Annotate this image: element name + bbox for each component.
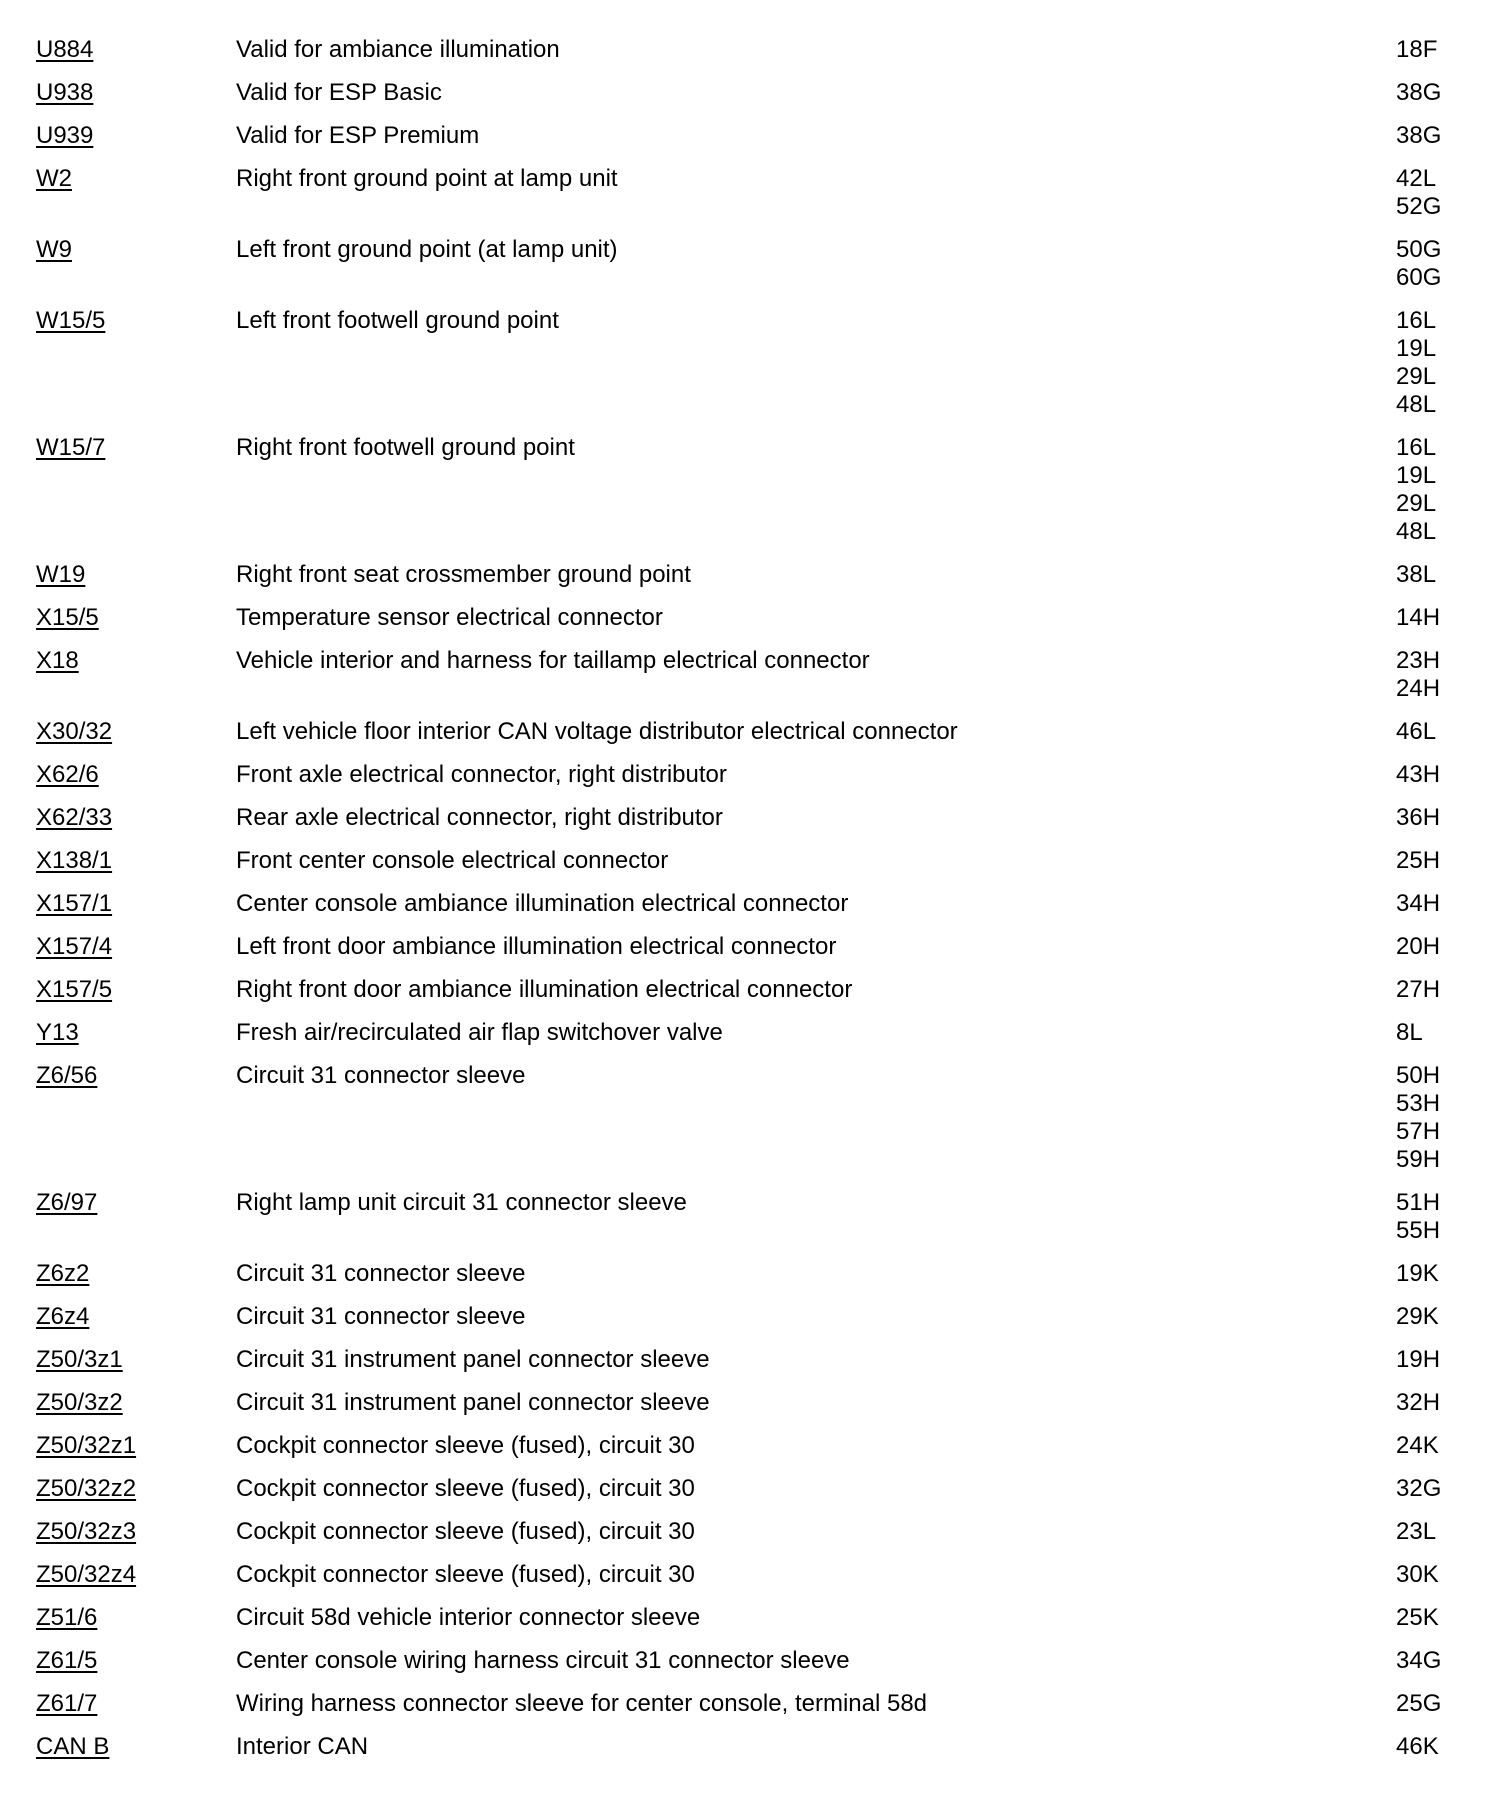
grid-location: 14H: [1396, 604, 1441, 631]
grid-location: 50H: [1396, 1062, 1441, 1089]
component-code-link[interactable]: X157/4: [36, 933, 113, 960]
legend-row: [0, 933, 1504, 961]
grid-location: 23L: [1396, 1518, 1437, 1545]
grid-location-list: [1396, 976, 1476, 1004]
grid-location: 42L: [1396, 165, 1437, 192]
grid-location: 38G: [1396, 122, 1442, 149]
component-description: Cockpit connector sleeve (fused), circuit 30: [236, 1432, 695, 1459]
component-description: Circuit 58d vehicle interior connector sleeve: [236, 1604, 701, 1631]
grid-location: 50G: [1396, 236, 1442, 263]
legend-row: [0, 1260, 1504, 1288]
component-code-link[interactable]: W2: [36, 165, 72, 192]
grid-location: 19L: [1396, 335, 1437, 362]
component-description: Temperature sensor electrical connector: [236, 604, 663, 631]
component-code-link[interactable]: W15/7: [36, 434, 106, 461]
component-code-link[interactable]: W15/5: [36, 307, 106, 334]
legend-row: [0, 236, 1504, 292]
grid-location-list: [1396, 1561, 1476, 1589]
component-description: Valid for ambiance illumination: [236, 36, 560, 63]
grid-location: 48L: [1396, 391, 1437, 418]
component-description: Interior CAN: [236, 1733, 369, 1760]
legend-row: [0, 1432, 1504, 1460]
grid-location-list: [1396, 761, 1476, 789]
grid-location: 32G: [1396, 1475, 1442, 1502]
legend-row: [0, 561, 1504, 589]
grid-location: 16L: [1396, 307, 1437, 334]
component-description: Vehicle interior and harness for taillamp electrical connector: [236, 647, 870, 674]
component-code-link[interactable]: X62/6: [36, 761, 99, 788]
component-description: Cockpit connector sleeve (fused), circuit 30: [236, 1518, 695, 1545]
component-description: Center console ambiance illumination electrical connector: [236, 890, 849, 917]
component-description: Circuit 31 connector sleeve: [236, 1062, 526, 1089]
component-description: Right lamp unit circuit 31 connector sleeve: [236, 1189, 687, 1216]
component-code-link[interactable]: Z50/3z2: [36, 1389, 123, 1416]
component-code-link[interactable]: Z50/32z2: [36, 1475, 137, 1502]
component-code-link[interactable]: X138/1: [36, 847, 113, 874]
legend-row: [0, 79, 1504, 107]
grid-location: 34H: [1396, 890, 1441, 917]
grid-location-list: [1396, 1518, 1476, 1546]
grid-location-list: [1396, 847, 1476, 875]
grid-location: 25K: [1396, 1604, 1439, 1631]
component-code-link[interactable]: Z50/32z4: [36, 1561, 137, 1588]
legend-row: [0, 1062, 1504, 1174]
grid-location: 25G: [1396, 1690, 1442, 1717]
grid-location: 8L: [1396, 1019, 1423, 1046]
legend-row: [0, 1518, 1504, 1546]
component-code-link[interactable]: Z6/97: [36, 1189, 98, 1216]
legend-row: [0, 976, 1504, 1004]
grid-location: 29L: [1396, 490, 1437, 517]
component-code-link[interactable]: X157/1: [36, 890, 113, 917]
grid-location: 25H: [1396, 847, 1441, 874]
component-code-link[interactable]: X18: [36, 647, 79, 674]
component-description: Center console wiring harness circuit 31 connector sleeve: [236, 1647, 850, 1674]
component-description: Fresh air/recirculated air flap switchover valve: [236, 1019, 723, 1046]
legend-row: [0, 434, 1504, 546]
legend-row: [0, 1690, 1504, 1718]
legend-row: [0, 1604, 1504, 1632]
legend-row: [0, 1733, 1504, 1761]
component-code-link[interactable]: X62/33: [36, 804, 113, 831]
grid-location-list: [1396, 890, 1476, 918]
grid-location-list: [1396, 933, 1476, 961]
legend-row: [0, 1389, 1504, 1417]
grid-location-list: [1396, 604, 1476, 632]
grid-location-list: [1396, 718, 1476, 746]
grid-location: 29L: [1396, 363, 1437, 390]
component-code-link[interactable]: Z50/3z1: [36, 1346, 123, 1373]
component-description: Left front door ambiance illumination electrical connector: [236, 933, 837, 960]
grid-location-list: [1396, 307, 1476, 419]
grid-location: 53H: [1396, 1090, 1441, 1117]
grid-location: 57H: [1396, 1118, 1441, 1145]
component-description: Right front seat crossmember ground point: [236, 561, 691, 588]
legend-row: [0, 847, 1504, 875]
component-description: Left vehicle floor interior CAN voltage distributor electrical connector: [236, 718, 958, 745]
grid-location-list: [1396, 1690, 1476, 1718]
component-description: Cockpit connector sleeve (fused), circuit 30: [236, 1561, 695, 1588]
component-code-link[interactable]: Y13: [36, 1019, 79, 1046]
legend-row: [0, 307, 1504, 419]
grid-location: 18F: [1396, 36, 1438, 63]
component-code-link[interactable]: X157/5: [36, 976, 113, 1003]
component-code-link[interactable]: X15/5: [36, 604, 99, 631]
grid-location-list: [1396, 1733, 1476, 1761]
grid-location: 46K: [1396, 1733, 1439, 1760]
component-code-link[interactable]: CAN B: [36, 1733, 110, 1760]
legend-row: [0, 761, 1504, 789]
grid-location-list: [1396, 122, 1476, 150]
component-description: Right front footwell ground point: [236, 434, 575, 461]
legend-row: [0, 1019, 1504, 1047]
component-description: Left front footwell ground point: [236, 307, 559, 334]
grid-location: 34G: [1396, 1647, 1442, 1674]
component-description: Circuit 31 instrument panel connector sleeve: [236, 1389, 710, 1416]
grid-location: 19H: [1396, 1346, 1441, 1373]
legend-row: [0, 36, 1504, 64]
grid-location: 48L: [1396, 518, 1437, 545]
grid-location-list: [1396, 36, 1476, 64]
legend-row: [0, 890, 1504, 918]
grid-location: 24K: [1396, 1432, 1439, 1459]
grid-location: 60G: [1396, 264, 1442, 291]
grid-location: 46L: [1396, 718, 1437, 745]
component-code-link[interactable]: Z6/56: [36, 1062, 98, 1089]
grid-location-list: [1396, 434, 1476, 546]
component-description: Left front ground point (at lamp unit): [236, 236, 618, 263]
grid-location: 38L: [1396, 561, 1437, 588]
grid-location-list: [1396, 1189, 1476, 1245]
legend-row: [0, 122, 1504, 150]
component-code-link[interactable]: U884: [36, 36, 94, 63]
component-code-link[interactable]: W19: [36, 561, 86, 588]
grid-location: 19K: [1396, 1260, 1439, 1287]
component-description: Right front ground point at lamp unit: [236, 165, 618, 192]
grid-location-list: [1396, 1647, 1476, 1675]
grid-location: 51H: [1396, 1189, 1441, 1216]
component-code-link[interactable]: Z51/6: [36, 1604, 98, 1631]
grid-location: 29K: [1396, 1303, 1439, 1330]
component-description: Front axle electrical connector, right distributor: [236, 761, 727, 788]
grid-location-list: [1396, 1475, 1476, 1503]
component-description: Cockpit connector sleeve (fused), circuit 30: [236, 1475, 695, 1502]
component-code-link[interactable]: Z6z2: [36, 1260, 90, 1287]
component-description: Wiring harness connector sleeve for center console, terminal 58d: [236, 1690, 928, 1717]
grid-location: 16L: [1396, 434, 1437, 461]
component-description: Valid for ESP Basic: [236, 79, 442, 106]
component-description: Circuit 31 connector sleeve: [236, 1303, 526, 1330]
grid-location: 19L: [1396, 462, 1437, 489]
grid-location: 55H: [1396, 1217, 1441, 1244]
legend-row: [0, 1303, 1504, 1331]
grid-location: 23H: [1396, 647, 1441, 674]
component-code-link[interactable]: Z6z4: [36, 1303, 90, 1330]
component-code-link[interactable]: Z61/5: [36, 1647, 98, 1674]
component-code-link[interactable]: W9: [36, 236, 72, 263]
grid-location: 24H: [1396, 675, 1441, 702]
grid-location-list: [1396, 804, 1476, 832]
legend-row: [0, 1561, 1504, 1589]
grid-location-list: [1396, 1604, 1476, 1632]
component-description: Circuit 31 connector sleeve: [236, 1260, 526, 1287]
legend-row: [0, 804, 1504, 832]
legend-row: [0, 718, 1504, 746]
component-description: Circuit 31 instrument panel connector sleeve: [236, 1346, 710, 1373]
component-description: Right front door ambiance illumination electrical connector: [236, 976, 853, 1003]
component-description: Front center console electrical connector: [236, 847, 669, 874]
grid-location-list: [1396, 647, 1476, 703]
grid-location-list: [1396, 236, 1476, 292]
legend-row: [0, 1475, 1504, 1503]
grid-location: 52G: [1396, 193, 1442, 220]
grid-location-list: [1396, 561, 1476, 589]
component-code-link[interactable]: Z50/32z1: [36, 1432, 137, 1459]
legend-row: [0, 647, 1504, 703]
grid-location-list: [1396, 1432, 1476, 1460]
grid-location: 36H: [1396, 804, 1441, 831]
grid-location-list: [1396, 1019, 1476, 1047]
legend-row: [0, 165, 1504, 221]
grid-location-list: [1396, 1346, 1476, 1374]
legend-row: [0, 1647, 1504, 1675]
grid-location-list: [1396, 165, 1476, 221]
component-description: Rear axle electrical connector, right distributor: [236, 804, 723, 831]
grid-location: 43H: [1396, 761, 1441, 788]
grid-location: 38G: [1396, 79, 1442, 106]
grid-location: 30K: [1396, 1561, 1439, 1588]
component-code-link[interactable]: Z50/32z3: [36, 1518, 137, 1545]
component-description: Valid for ESP Premium: [236, 122, 480, 149]
grid-location-list: [1396, 1389, 1476, 1417]
component-code-link[interactable]: U938: [36, 79, 94, 106]
component-code-link[interactable]: X30/32: [36, 718, 113, 745]
grid-location-list: [1396, 79, 1476, 107]
grid-location: 20H: [1396, 933, 1441, 960]
legend-row: [0, 1189, 1504, 1245]
component-code-link[interactable]: Z61/7: [36, 1690, 98, 1717]
grid-location-list: [1396, 1303, 1476, 1331]
grid-location: 32H: [1396, 1389, 1441, 1416]
component-code-link[interactable]: U939: [36, 122, 94, 149]
grid-location: 27H: [1396, 976, 1441, 1003]
grid-location-list: [1396, 1260, 1476, 1288]
grid-location-list: [1396, 1062, 1476, 1174]
grid-location: 59H: [1396, 1146, 1441, 1173]
legend-row: [0, 604, 1504, 632]
legend-row: [0, 1346, 1504, 1374]
